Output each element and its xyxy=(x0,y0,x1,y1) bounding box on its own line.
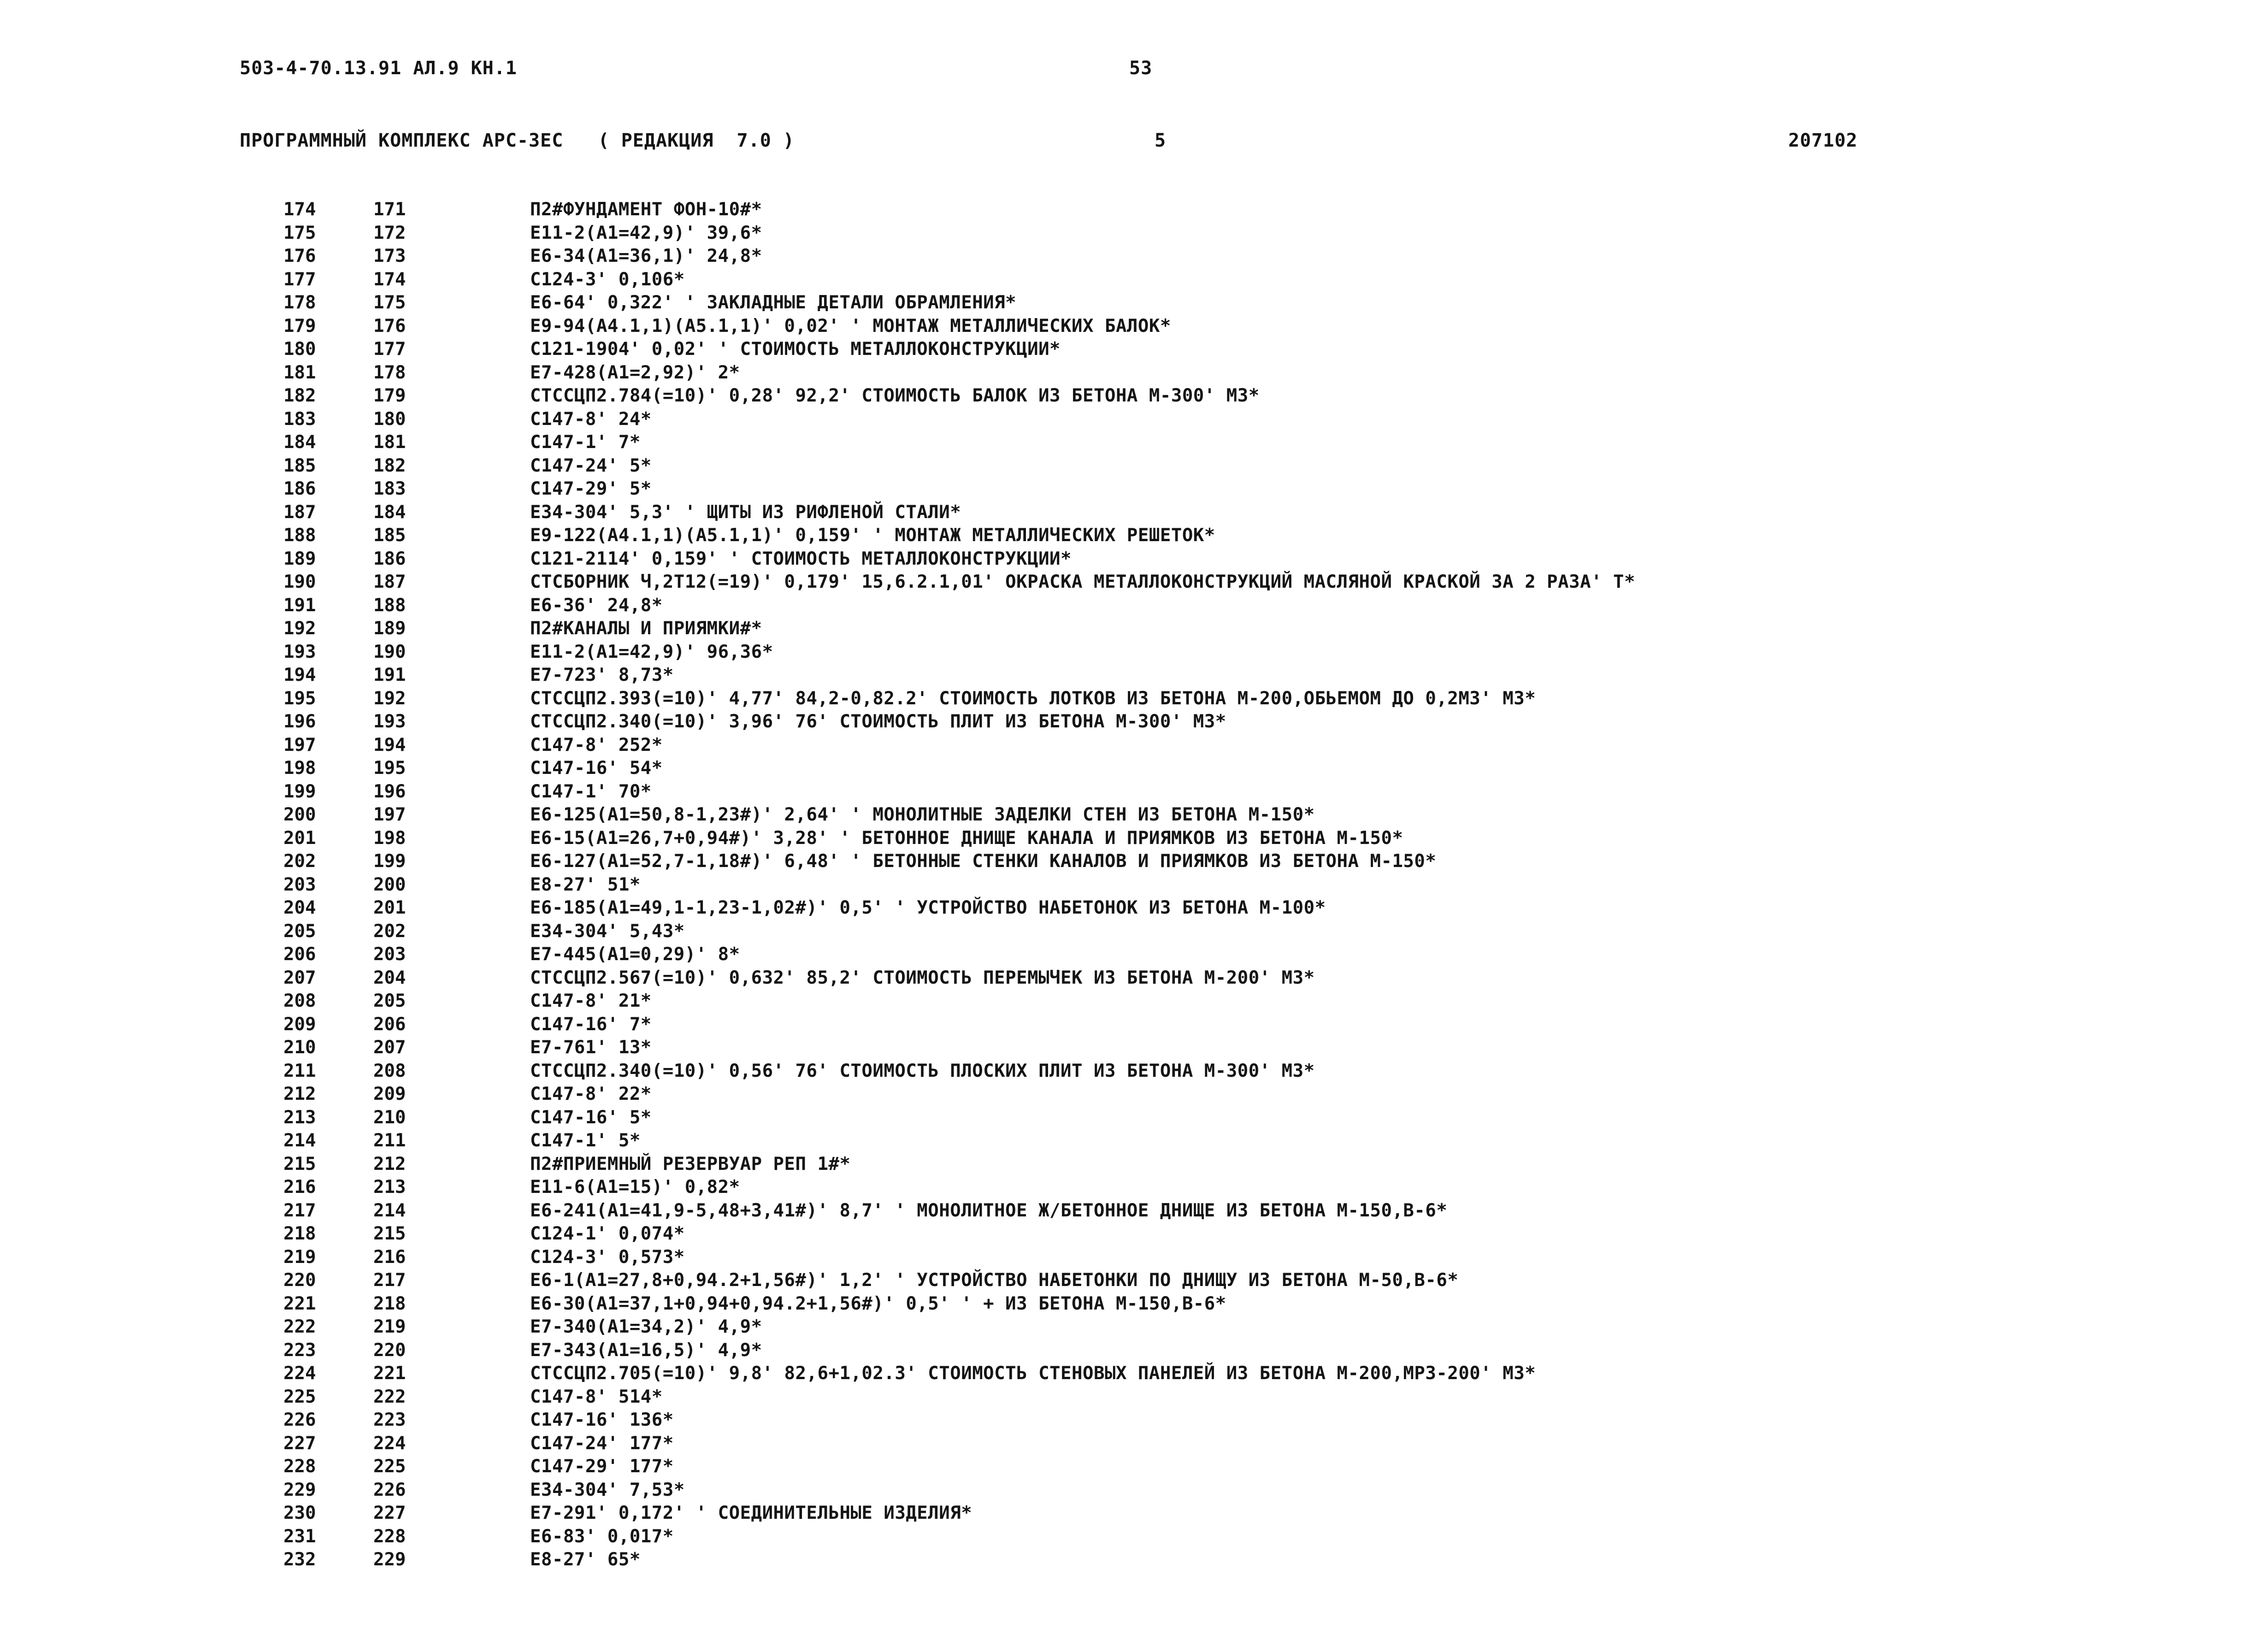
record-text: Е34-304' 5,3' ' ЩИТЫ ИЗ РИФЛЕНОЙ СТАЛИ* xyxy=(530,502,961,523)
record-text: Е11-6(А1=15)' 0,82* xyxy=(530,1177,740,1198)
record-text: С147-8' 252* xyxy=(530,734,663,755)
record-number: 181 xyxy=(373,432,406,453)
line-number: 232 xyxy=(283,1549,316,1570)
record-number: 183 xyxy=(373,478,406,499)
record-text: Е9-122(А4.1,1)(А5.1,1)' 0,159' ' МОНТАЖ МЕТАЛЛИЧЕСКИХ РЕШЕТОК* xyxy=(530,525,1215,546)
record-number: 221 xyxy=(373,1363,406,1384)
record-text: СТССЦП2.705(=10)' 9,8' 82,6+1,02.3' СТОИМОСТЬ СТЕНОВЫХ ПАНЕЛЕЙ ИЗ БЕТОНА М-200,МРЗ-200' М3* xyxy=(530,1363,1536,1384)
listing-row xyxy=(0,1106,2263,1130)
record-number: 180 xyxy=(373,408,406,430)
line-number: 199 xyxy=(283,781,316,802)
listing-row xyxy=(0,1083,2263,1106)
line-number: 190 xyxy=(283,572,316,592)
record-number: 198 xyxy=(373,827,406,849)
record-number: 196 xyxy=(373,781,406,802)
record-text: Е6-34(А1=36,1)' 24,8* xyxy=(530,246,762,266)
line-number: 213 xyxy=(283,1107,316,1128)
listing-row xyxy=(0,315,2263,338)
line-number: 182 xyxy=(283,385,316,406)
record-text: Е9-94(А4.1,1)(А5.1,1)' 0,02' ' МОНТАЖ МЕТАЛЛИЧЕСКИХ БАЛОК* xyxy=(530,315,1171,336)
line-number: 203 xyxy=(283,874,316,895)
record-text: Е34-304' 5,43* xyxy=(530,920,685,942)
record-number: 225 xyxy=(373,1456,406,1477)
record-text: Е6-15(А1=26,7+0,94#)' 3,28' ' БЕТОННОЕ ДНИЩЕ КАНАЛА И ПРИЯМКОВ ИЗ БЕТОНА М-150* xyxy=(530,827,1403,849)
line-number: 177 xyxy=(283,269,316,290)
listing-row xyxy=(0,1432,2263,1456)
record-number: 182 xyxy=(373,455,406,476)
record-number: 186 xyxy=(373,548,406,569)
line-number: 174 xyxy=(283,199,316,220)
record-number: 184 xyxy=(373,502,406,523)
line-number: 208 xyxy=(283,991,316,1011)
listing-row xyxy=(0,431,2263,454)
line-number: 221 xyxy=(283,1293,316,1314)
record-text: С124-1' 0,074* xyxy=(530,1223,685,1244)
record-number: 206 xyxy=(373,1014,406,1035)
record-text: Е6-64' 0,322' ' ЗАКЛАДНЫЕ ДЕТАЛИ ОБРАМЛЕНИЯ* xyxy=(530,292,1017,313)
listing-row xyxy=(0,1153,2263,1176)
record-text: С147-8' 514* xyxy=(530,1386,663,1407)
record-text: П2#ФУНДАМЕНТ ФОН-10#* xyxy=(530,199,762,220)
record-number: 202 xyxy=(373,920,406,942)
record-text: Е34-304' 7,53* xyxy=(530,1479,685,1500)
line-number: 228 xyxy=(283,1456,316,1477)
listing-row xyxy=(0,1339,2263,1363)
listing-row xyxy=(0,873,2263,897)
record-number: 178 xyxy=(373,362,406,383)
line-number: 194 xyxy=(283,665,316,685)
listing-row xyxy=(0,1013,2263,1037)
record-text: Е6-83' 0,017* xyxy=(530,1526,674,1547)
line-number: 227 xyxy=(283,1433,316,1454)
line-number: 216 xyxy=(283,1177,316,1198)
line-number: 217 xyxy=(283,1200,316,1221)
listing-row xyxy=(0,478,2263,501)
line-number: 226 xyxy=(283,1410,316,1430)
record-number: 210 xyxy=(373,1107,406,1128)
record-text: П2#ПРИЕМНЫЙ РЕЗЕРВУАР РЕП 1#* xyxy=(530,1153,851,1174)
listing-row xyxy=(0,920,2263,944)
record-number: 176 xyxy=(373,315,406,336)
record-text: Е7-445(А1=0,29)' 8* xyxy=(530,944,740,965)
record-text: С121-2114' 0,159' ' СТОИМОСТЬ МЕТАЛЛОКОНСТРУКЦИИ* xyxy=(530,548,1072,569)
record-text: Е6-185(А1=49,1-1,23-1,02#)' 0,5' ' УСТРОЙСТВО НАБЕТОНОК ИЗ БЕТОНА М-100* xyxy=(530,897,1326,918)
listing-row xyxy=(0,1060,2263,1083)
line-number: 179 xyxy=(283,315,316,336)
line-number: 192 xyxy=(283,618,316,639)
line-number: 215 xyxy=(283,1153,316,1174)
line-number: 198 xyxy=(283,758,316,779)
listing-row xyxy=(0,617,2263,641)
listing-row xyxy=(0,1409,2263,1432)
listing-row xyxy=(0,548,2263,571)
line-number: 230 xyxy=(283,1503,316,1523)
record-number: 209 xyxy=(373,1084,406,1104)
record-text: С147-29' 177* xyxy=(530,1456,674,1477)
listing-row xyxy=(0,710,2263,734)
line-number: 209 xyxy=(283,1014,316,1035)
listing-row xyxy=(0,943,2263,967)
record-number: 177 xyxy=(373,339,406,360)
record-text: С147-8' 24* xyxy=(530,408,652,430)
record-text: С147-8' 22* xyxy=(530,1084,652,1104)
record-text: Е6-36' 24,8* xyxy=(530,595,663,616)
listing-row xyxy=(0,222,2263,245)
record-number: 174 xyxy=(373,269,406,290)
page-number: 5 xyxy=(1155,130,1167,151)
record-number: 223 xyxy=(373,1410,406,1430)
line-number: 184 xyxy=(283,432,316,453)
line-number: 205 xyxy=(283,920,316,942)
line-number: 188 xyxy=(283,525,316,546)
line-number: 212 xyxy=(283,1084,316,1104)
record-text: П2#КАНАЛЫ И ПРИЯМКИ#* xyxy=(530,618,762,639)
record-text: Е11-2(А1=42,9)' 96,36* xyxy=(530,641,773,662)
record-number: 222 xyxy=(373,1386,406,1407)
record-number: 185 xyxy=(373,525,406,546)
line-number: 193 xyxy=(283,641,316,662)
record-number: 189 xyxy=(373,618,406,639)
record-text: Е7-340(А1=34,2)' 4,9* xyxy=(530,1316,762,1337)
line-number: 186 xyxy=(283,478,316,499)
record-number: 179 xyxy=(373,385,406,406)
line-number: 211 xyxy=(283,1060,316,1081)
record-text: Е11-2(А1=42,9)' 39,6* xyxy=(530,222,762,243)
listing-row xyxy=(0,1548,2263,1572)
record-number: 212 xyxy=(373,1153,406,1174)
line-number: 225 xyxy=(283,1386,316,1407)
line-number: 176 xyxy=(283,246,316,266)
record-number: 172 xyxy=(373,222,406,243)
record-number: 218 xyxy=(373,1293,406,1314)
listing-row xyxy=(0,1222,2263,1246)
listing-row xyxy=(0,408,2263,431)
record-number: 220 xyxy=(373,1339,406,1361)
record-text: Е6-125(А1=50,8-1,23#)' 2,64' ' МОНОЛИТНЫЕ ЗАДЕЛКИ СТЕН ИЗ БЕТОНА М-150* xyxy=(530,804,1315,825)
record-text: СТССЦП2.393(=10)' 4,77' 84,2-0,82.2' СТОИМОСТЬ ЛОТКОВ ИЗ БЕТОНА М-200,ОБЬЕМОМ ДО 0,2М3' М3* xyxy=(530,688,1536,709)
listing-row xyxy=(0,1362,2263,1386)
record-number: 188 xyxy=(373,595,406,616)
listing-row xyxy=(0,780,2263,804)
line-number: 220 xyxy=(283,1270,316,1291)
line-number: 180 xyxy=(283,339,316,360)
listing-row xyxy=(0,524,2263,548)
listing-row xyxy=(0,1525,2263,1549)
record-number: 175 xyxy=(373,292,406,313)
line-number: 197 xyxy=(283,734,316,755)
sheet-number: 53 xyxy=(1129,58,1153,79)
listing-row xyxy=(0,198,2263,222)
line-number: 214 xyxy=(283,1130,316,1151)
record-number: 200 xyxy=(373,874,406,895)
listing-row xyxy=(0,245,2263,268)
record-text: СТССЦП2.567(=10)' 0,632' 85,2' СТОИМОСТЬ ПЕРЕМЫЧЕК ИЗ БЕТОНА М-200' М3* xyxy=(530,967,1315,988)
listing xyxy=(0,198,2263,1572)
line-number: 178 xyxy=(283,292,316,313)
record-text: СТССЦП2.784(=10)' 0,28' 92,2' СТОИМОСТЬ БАЛОК ИЗ БЕТОНА М-300' М3* xyxy=(530,385,1260,406)
record-number: 213 xyxy=(373,1177,406,1198)
record-number: 190 xyxy=(373,641,406,662)
line-number: 219 xyxy=(283,1246,316,1268)
record-text: Е6-127(А1=52,7-1,18#)' 6,48' ' БЕТОННЫЕ СТЕНКИ КАНАЛОВ И ПРИЯМКОВ ИЗ БЕТОНА М-150* xyxy=(530,851,1437,872)
record-number: 193 xyxy=(373,711,406,732)
line-number: 229 xyxy=(283,1479,316,1500)
line-number: 183 xyxy=(283,408,316,430)
listing-row xyxy=(0,1176,2263,1199)
record-number: 219 xyxy=(373,1316,406,1337)
listing-row xyxy=(0,268,2263,292)
listing-row xyxy=(0,454,2263,478)
document-code: 503-4-70.13.91 АЛ.9 КН.1 xyxy=(240,58,517,79)
record-text: Е7-428(А1=2,92)' 2* xyxy=(530,362,740,383)
line-number: 231 xyxy=(283,1526,316,1547)
listing-row xyxy=(0,897,2263,920)
record-number: 205 xyxy=(373,991,406,1011)
line-number: 222 xyxy=(283,1316,316,1337)
listing-row xyxy=(0,1386,2263,1409)
record-text: С147-16' 54* xyxy=(530,758,663,779)
record-number: 208 xyxy=(373,1060,406,1081)
listing-row xyxy=(0,1269,2263,1292)
record-text: С124-3' 0,106* xyxy=(530,269,685,290)
line-number: 185 xyxy=(283,455,316,476)
record-number: 224 xyxy=(373,1433,406,1454)
listing-row xyxy=(0,594,2263,618)
record-number: 197 xyxy=(373,804,406,825)
record-text: С147-8' 21* xyxy=(530,991,652,1011)
record-text: Е8-27' 51* xyxy=(530,874,641,895)
line-number: 195 xyxy=(283,688,316,709)
record-text: Е7-761' 13* xyxy=(530,1037,652,1058)
record-text: С147-1' 70* xyxy=(530,781,652,802)
listing-row xyxy=(0,501,2263,525)
record-text: Е6-241(А1=41,9-5,48+3,41#)' 8,7' ' МОНОЛИТНОЕ Ж/БЕТОННОЕ ДНИЩЕ ИЗ БЕТОНА М-150,В-6* xyxy=(530,1200,1448,1221)
line-number: 191 xyxy=(283,595,316,616)
line-number: 210 xyxy=(283,1037,316,1058)
record-text: СТССЦП2.340(=10)' 3,96' 76' СТОИМОСТЬ ПЛИТ ИЗ БЕТОНА М-300' М3* xyxy=(530,711,1226,732)
record-number: 201 xyxy=(373,897,406,918)
record-number: 215 xyxy=(373,1223,406,1244)
listing-row xyxy=(0,803,2263,827)
listing-row xyxy=(0,338,2263,361)
record-text: С121-1904' 0,02' ' СТОИМОСТЬ МЕТАЛЛОКОНСТРУКЦИИ* xyxy=(530,339,1061,360)
listing-row xyxy=(0,757,2263,780)
line-number: 207 xyxy=(283,967,316,988)
record-number: 195 xyxy=(373,758,406,779)
line-number: 181 xyxy=(283,362,316,383)
record-number: 204 xyxy=(373,967,406,988)
line-number: 224 xyxy=(283,1363,316,1384)
record-text: С147-1' 7* xyxy=(530,432,641,453)
listing-row xyxy=(0,641,2263,664)
record-text: С147-16' 136* xyxy=(530,1410,674,1430)
record-text: С147-24' 177* xyxy=(530,1433,674,1454)
record-text: С124-3' 0,573* xyxy=(530,1246,685,1268)
listing-row xyxy=(0,1479,2263,1502)
record-number: 191 xyxy=(373,665,406,685)
record-text: С147-1' 5* xyxy=(530,1130,641,1151)
record-text: Е6-30(А1=37,1+0,94+0,94.2+1,56#)' 0,5' ' + ИЗ БЕТОНА М-150,В-6* xyxy=(530,1293,1226,1314)
listing-row xyxy=(0,1316,2263,1339)
record-text: Е7-723' 8,73* xyxy=(530,665,674,685)
line-number: 201 xyxy=(283,827,316,849)
record-number: 214 xyxy=(373,1200,406,1221)
record-text: СТСБОРНИК Ч,2Т12(=19)' 0,179' 15,6.2.1,01' ОКРАСКА МЕТАЛЛОКОНСТРУКЦИЙ МАСЛЯНОЙ КРАСКОЙ ЗА 2 РАЗА' Т* xyxy=(530,572,1635,592)
line-number: 196 xyxy=(283,711,316,732)
line-number: 204 xyxy=(283,897,316,918)
line-number: 202 xyxy=(283,851,316,872)
listing-row xyxy=(0,1129,2263,1153)
record-text: С147-24' 5* xyxy=(530,455,652,476)
program-title: ПРОГРАММНЫЙ КОМПЛЕКС АРС-3ЕС ( РЕДАКЦИЯ 7.0 ) xyxy=(240,130,795,151)
listing-row xyxy=(0,850,2263,873)
record-text: Е8-27' 65* xyxy=(530,1549,641,1570)
listing-row xyxy=(0,687,2263,711)
record-number: 217 xyxy=(373,1270,406,1291)
record-text: Е7-291' 0,172' ' СОЕДИНИТЕЛЬНЫЕ ИЗДЕЛИЯ* xyxy=(530,1503,972,1523)
record-number: 207 xyxy=(373,1037,406,1058)
record-number: 216 xyxy=(373,1246,406,1268)
line-number: 206 xyxy=(283,944,316,965)
listing-row xyxy=(0,361,2263,385)
line-number: 189 xyxy=(283,548,316,569)
record-text: С147-16' 5* xyxy=(530,1107,652,1128)
line-number: 187 xyxy=(283,502,316,523)
record-number: 211 xyxy=(373,1130,406,1151)
listing-row xyxy=(0,967,2263,990)
listing-row xyxy=(0,1036,2263,1060)
listing-row xyxy=(0,990,2263,1013)
record-number: 194 xyxy=(373,734,406,755)
listing-row xyxy=(0,827,2263,850)
line-number: 200 xyxy=(283,804,316,825)
listing-row xyxy=(0,291,2263,315)
record-number: 228 xyxy=(373,1526,406,1547)
record-number: 203 xyxy=(373,944,406,965)
listing-row xyxy=(0,1199,2263,1223)
listing-row xyxy=(0,664,2263,687)
record-number: 226 xyxy=(373,1479,406,1500)
record-number: 192 xyxy=(373,688,406,709)
listing-row xyxy=(0,1455,2263,1479)
record-number: 229 xyxy=(373,1549,406,1570)
record-number: 187 xyxy=(373,572,406,592)
line-number: 223 xyxy=(283,1339,316,1361)
listing-row xyxy=(0,571,2263,594)
listing-row xyxy=(0,734,2263,757)
listing-row xyxy=(0,1292,2263,1316)
record-text: Е6-1(А1=27,8+0,94.2+1,56#)' 1,2' ' УСТРОЙСТВО НАБЕТОНКИ ПО ДНИЩУ ИЗ БЕТОНА М-50,В-6* xyxy=(530,1270,1459,1291)
job-id: 207102 xyxy=(1788,130,1858,151)
record-number: 199 xyxy=(373,851,406,872)
record-number: 227 xyxy=(373,1503,406,1523)
listing-row xyxy=(0,1246,2263,1269)
line-number: 218 xyxy=(283,1223,316,1244)
record-text: Е7-343(А1=16,5)' 4,9* xyxy=(530,1339,762,1361)
record-number: 171 xyxy=(373,199,406,220)
listing-row xyxy=(0,1502,2263,1525)
line-number: 175 xyxy=(283,222,316,243)
record-text: СТССЦП2.340(=10)' 0,56' 76' СТОИМОСТЬ ПЛОСКИХ ПЛИТ ИЗ БЕТОНА М-300' М3* xyxy=(530,1060,1315,1081)
record-text: С147-16' 7* xyxy=(530,1014,652,1035)
record-number: 173 xyxy=(373,246,406,266)
record-text: С147-29' 5* xyxy=(530,478,652,499)
listing-row xyxy=(0,384,2263,408)
